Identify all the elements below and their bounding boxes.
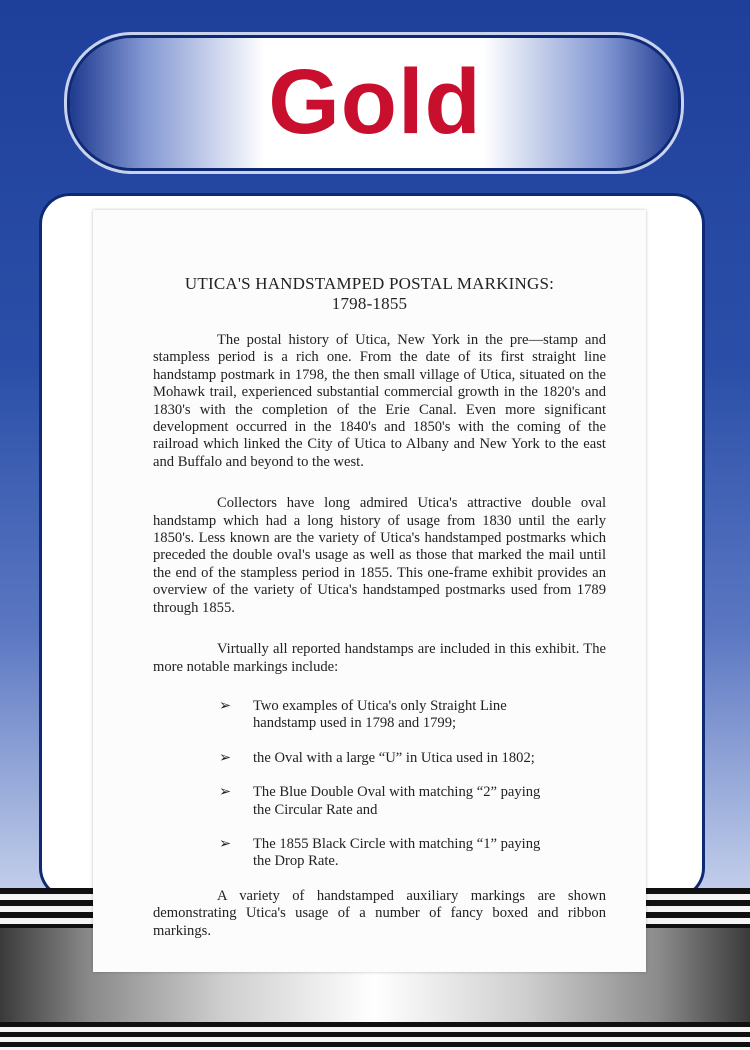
arrow-bullet-icon: ➢ <box>219 784 232 801</box>
list-item-text: the Oval with a large “U” in Utica used in 1802; <box>253 749 535 766</box>
paragraph-history: The postal history of Utica, New York in the pre—stamp and stampless period is a rich one. From the date of its first straight line handstamp postmark in 1798, the then small village of Utica, situated on the Mohawk trail, experienced substantial commercial growth in the 1820's and 1830's with the completion of the Erie Canal. Even more significant development occurred in the 1840's and 1850's with the coming of the railroad which linked the City of Utica to Albany and New York to the east and Buffalo and beyond to the west. <box>153 332 606 470</box>
paragraph-collectors: Collectors have long admired Utica's attractive double oval handstamp which had a long history of usage from 1830 until the early 1850's. Less known are the variety of Utica's handstamped postmarks which preceded the double oval's usage as well as those that marked the mail until the end of the stampless period in 1855. This one-frame exhibit provides an overview of the variety of Utica's handstamped postmarks used from 1789 through 1855. <box>153 495 606 616</box>
arrow-bullet-icon: ➢ <box>219 697 232 714</box>
stripe-band-bottom <box>0 1022 750 1050</box>
document-title <box>93 274 646 314</box>
list-item <box>219 836 606 871</box>
document-title-line2: 1798-1855 <box>331 294 408 313</box>
list-item-text: Two examples of Utica's only Straight Line handstamp used in 1798 and 1799; <box>253 697 507 732</box>
list-item <box>219 750 606 767</box>
list-item <box>219 784 606 819</box>
paragraph-closing: A variety of handstamped auxiliary markings are shown demonstrating Utica's usage of a number of fancy boxed and ribbon markings. <box>153 887 606 939</box>
list-item-text: The 1855 Black Circle with matching “1” paying the Drop Rate. <box>253 835 541 870</box>
list-item <box>219 698 606 733</box>
arrow-bullet-icon: ➢ <box>219 749 232 766</box>
document-body <box>153 332 606 940</box>
notable-markings-list <box>153 698 606 871</box>
document-page <box>93 210 646 972</box>
arrow-bullet-icon: ➢ <box>219 835 232 852</box>
banner-title: Gold <box>268 51 482 153</box>
document-title-line1: UTICA'S HANDSTAMPED POSTAL MARKINGS: <box>184 274 555 293</box>
list-item-text: The Blue Double Oval with matching “2” paying the Circular Rate and <box>253 784 541 818</box>
paragraph-intro-list: Virtually all reported handstamps are included in this exhibit. The more notable markings include: <box>153 641 606 675</box>
